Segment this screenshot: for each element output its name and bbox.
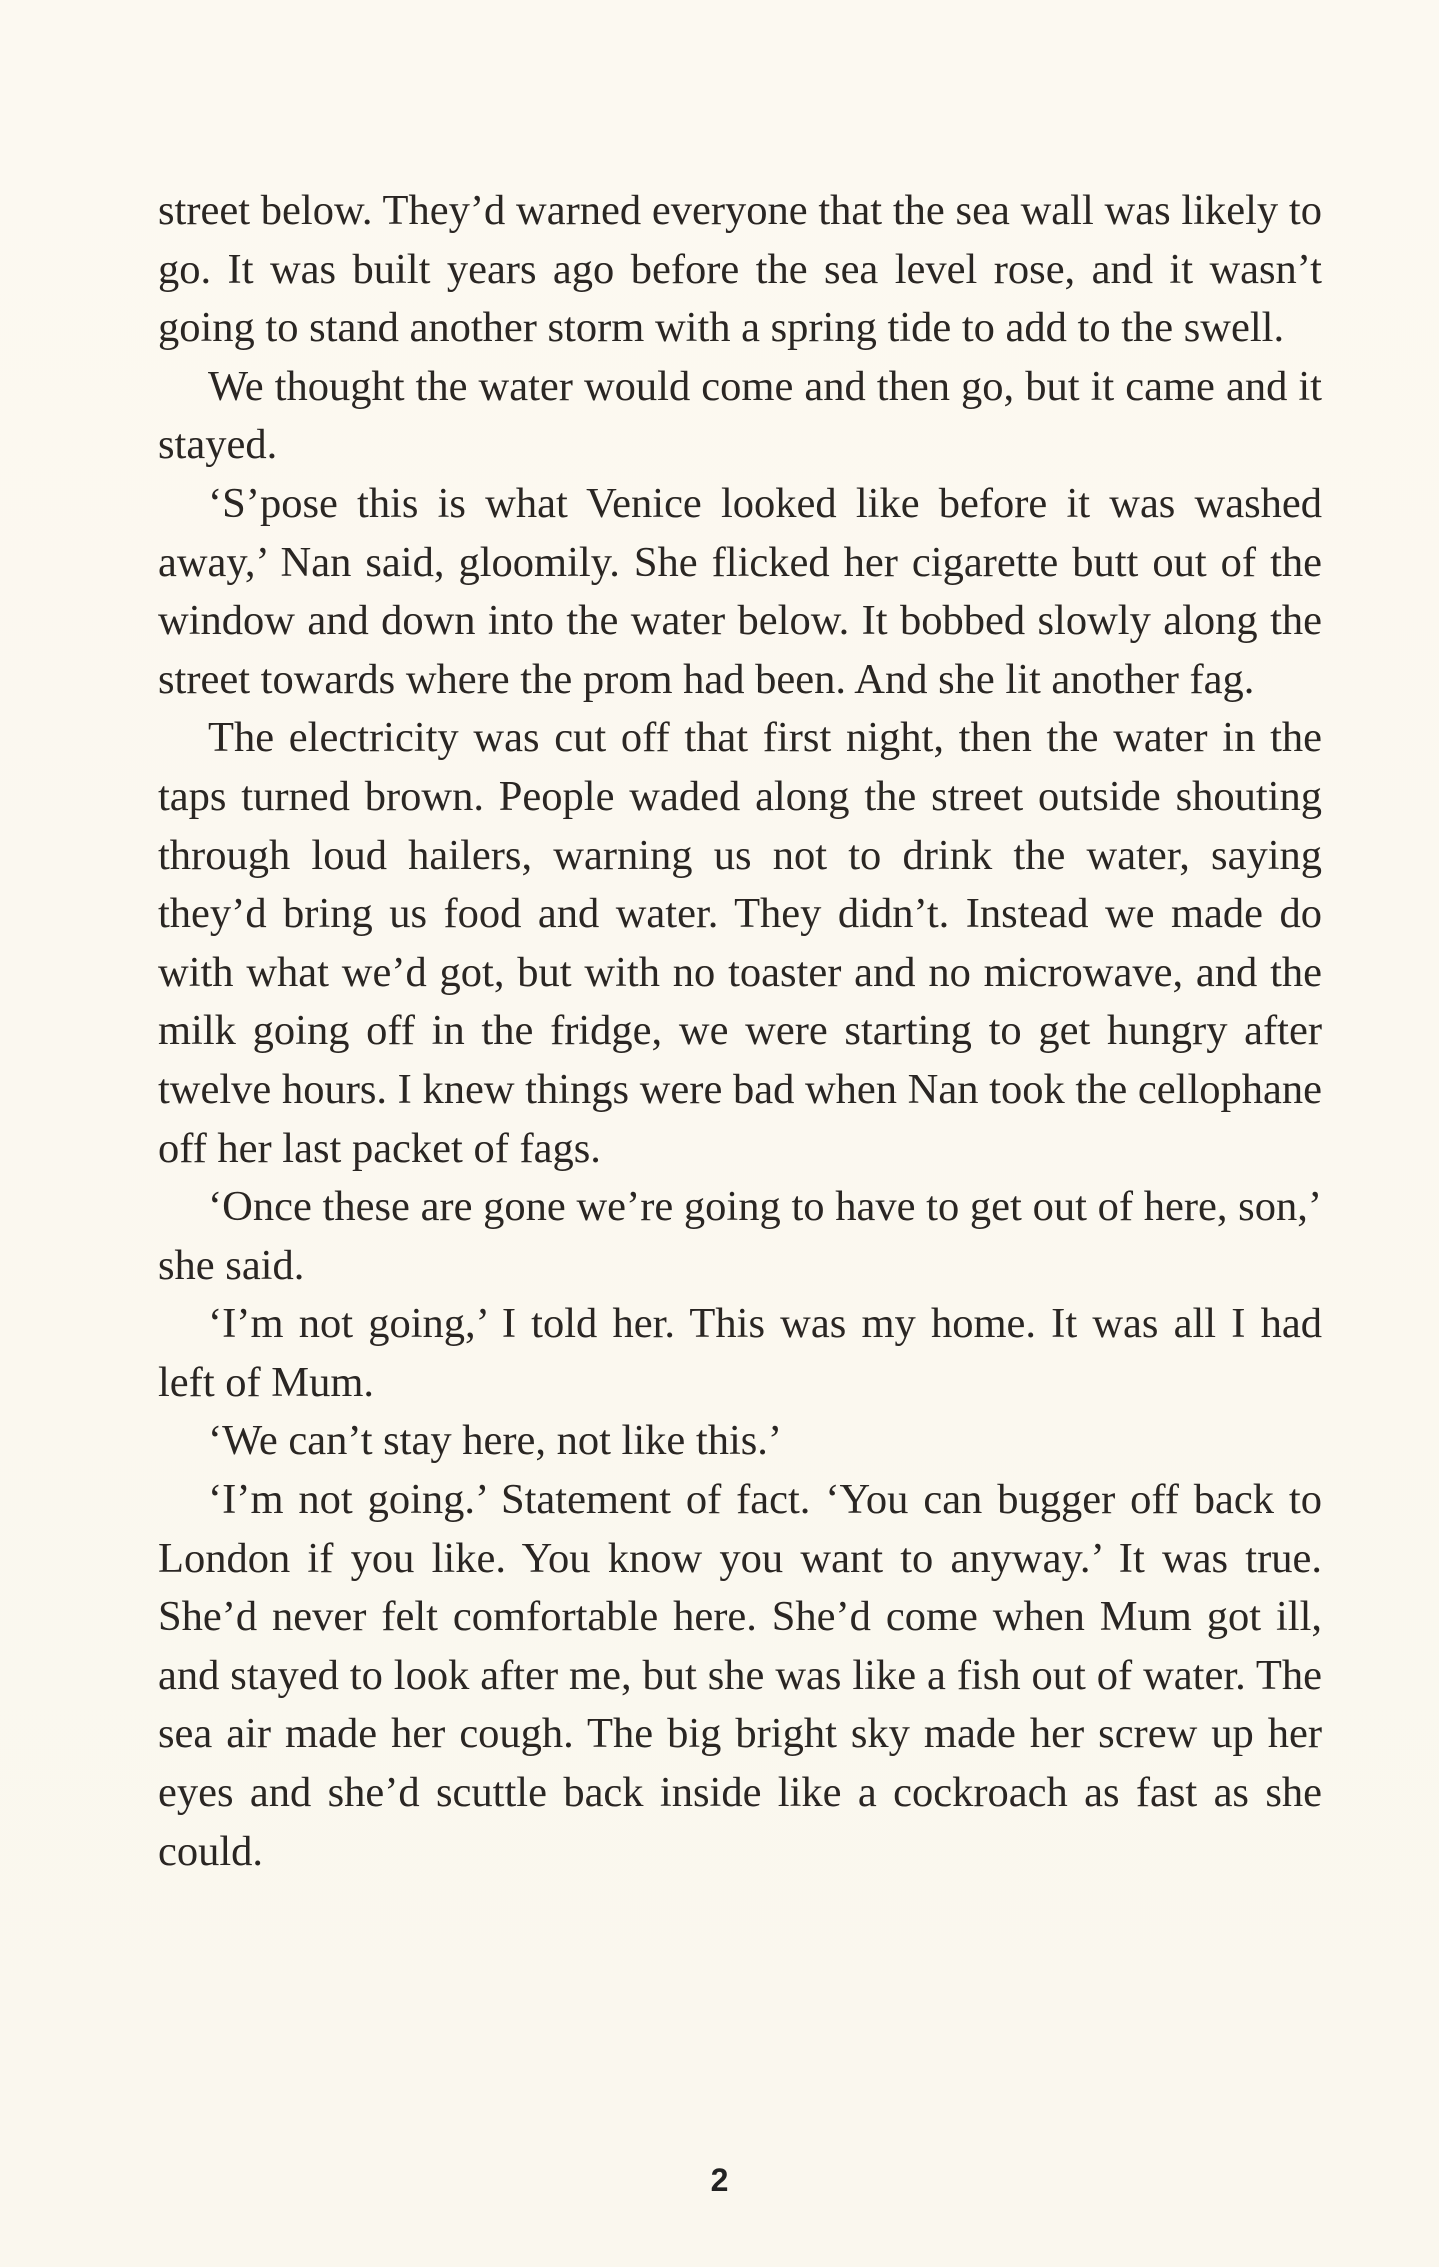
- paragraph-6: ‘I’m not going,’ I told her. This was my home. It was all I had left of Mum.: [158, 1300, 1322, 1406]
- paragraph-7: ‘We can’t stay here, not like this.’: [208, 1417, 783, 1465]
- body-text: [158, 182, 1322, 1881]
- paragraph-4: The electricity was cut off that first night, then the water in the taps turned brown. People waded along the street outside shouting through loud hailers, warning us not to drink the water, saying they’d bring us food and water. They didn’t. Instead we made do with what we’d got, but with no toaster and no microwave, and the milk going off in the fridge, we were starting to get hungry after twelve hours. I knew things were bad when Nan took the cellophane off her last packet of fags.: [158, 714, 1322, 1172]
- paragraph-1: street below. They’d warned everyone that the sea wall was likely to go. It was built years ago before the sea level rose, and it wasn’t going to stand another storm with a spring tide to add to the swell.: [158, 187, 1322, 352]
- paragraph-3: ‘S’pose this is what Venice looked like before it was washed away,’ Nan said, gloomily. She flicked her cigarette butt out of the window and down into the water below. It bobbed slowly along the street towards where the prom had been. And she lit another fag.: [158, 479, 1322, 703]
- paragraph-5: ‘Once these are gone we’re going to have to get out of here, son,’ she said.: [158, 1183, 1322, 1289]
- paragraph-2: We thought the water would come and then go, but it came and it stayed.: [158, 362, 1322, 469]
- page-number: 2: [710, 2162, 729, 2198]
- paragraph-8: ‘I’m not going.’ Statement of fact. ‘You can bugger off back to London if you like. You know you want to anyway.’ It was true. She’d never felt comfortable here. She’d come when Mum got ill, and stayed to look after me, but she was like a fish out of water. The sea air made her cough. The big bright sky made her screw up her eyes and she’d scuttle back inside like a cockroach as fast as she could.: [158, 1476, 1322, 1875]
